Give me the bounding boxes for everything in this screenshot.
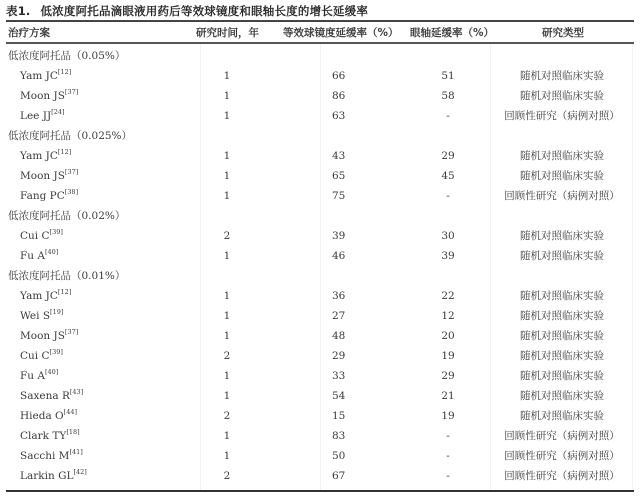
study-type-cell: 随机对照临床实验: [520, 230, 604, 242]
author-cell: [20, 346, 63, 366]
group-header-row: [0, 46, 640, 66]
al-cell: 29: [441, 370, 455, 382]
bottom-rule: [6, 490, 634, 492]
study-type-cell: 随机对照临床实验: [520, 390, 604, 402]
al-cell: -: [446, 430, 450, 442]
header-al: 眼轴延缓率（%）: [410, 27, 495, 39]
study-type-cell: 随机对照临床实验: [520, 250, 604, 262]
ser-cell: 66: [332, 70, 346, 82]
reference-citation: [24]: [51, 108, 65, 116]
table-row: [0, 86, 640, 106]
years-cell: 1: [223, 170, 231, 182]
ser-cell: 65: [332, 170, 346, 182]
table-row: [0, 466, 640, 486]
study-type-cell: 随机对照临床实验: [520, 290, 604, 302]
author-name: Moon JS: [20, 330, 65, 342]
years-cell: 1: [223, 310, 231, 322]
table-row: [0, 226, 640, 246]
table-row: [0, 106, 640, 126]
study-type-cell: 随机对照临床实验: [520, 370, 604, 382]
reference-citation: [40]: [44, 248, 59, 256]
al-cell: -: [446, 190, 450, 202]
table-row: [0, 366, 640, 386]
ser-cell: 29: [332, 350, 346, 362]
author-cell: [20, 426, 80, 446]
author-name: Lee JJ: [20, 110, 52, 122]
ser-cell: 86: [332, 90, 346, 102]
al-cell: 20: [441, 330, 455, 342]
reference-citation: [12]: [57, 288, 72, 296]
group-label: 低浓度阿托品（0.02%）: [8, 210, 126, 222]
header-years: 研究时间，年: [196, 27, 259, 39]
reference-citation: [37]: [64, 168, 79, 176]
al-cell: 51: [441, 70, 455, 82]
group-label: 低浓度阿托品（0.025%）: [8, 130, 133, 142]
reference-citation: [18]: [66, 428, 80, 436]
author-cell: [20, 466, 87, 486]
reference-citation: [37]: [64, 88, 79, 96]
years-cell: 1: [223, 390, 231, 402]
ser-cell: 27: [332, 310, 346, 322]
table-row: [0, 386, 640, 406]
author-name: Fang PC: [20, 190, 65, 202]
author-name: Yam JC: [20, 70, 58, 82]
author-cell: [20, 366, 58, 386]
group-header-row: [0, 266, 640, 286]
author-cell: [20, 306, 63, 326]
table-row: [0, 326, 640, 346]
author-name: Fu A: [20, 250, 45, 262]
table-title: 低浓度阿托品滴眼液用药后等效球镜度和眼轴长度的增长延缓率: [40, 4, 369, 18]
study-type-cell: 回顾性研究（病例对照）: [504, 110, 620, 122]
reference-citation: [39]: [49, 228, 63, 236]
author-cell: [20, 246, 58, 266]
author-name: Yam JC: [20, 150, 58, 162]
reference-citation: [37]: [64, 328, 79, 336]
author-cell: [20, 106, 65, 126]
al-cell: 12: [441, 310, 455, 322]
top-rule: [6, 20, 634, 22]
group-label: 低浓度阿托品（0.01%）: [8, 270, 126, 282]
group-header-row: [0, 126, 640, 146]
author-name: Fu A: [20, 370, 45, 382]
study-type-cell: 随机对照临床实验: [520, 410, 604, 422]
al-cell: 19: [441, 350, 455, 362]
ser-cell: 15: [332, 410, 346, 422]
reference-citation: [39]: [49, 348, 63, 356]
years-cell: 1: [223, 370, 231, 382]
table-row: [0, 286, 640, 306]
years-cell: 1: [223, 70, 231, 82]
al-cell: 45: [441, 170, 455, 182]
al-cell: -: [446, 470, 450, 482]
reference-citation: [12]: [57, 68, 72, 76]
reference-citation: [40]: [44, 368, 59, 376]
years-cell: 2: [223, 410, 231, 422]
years-cell: 2: [223, 230, 231, 242]
years-cell: 1: [223, 90, 231, 102]
table-row: [0, 246, 640, 266]
al-cell: 58: [441, 90, 455, 102]
author-name: Saxena R: [20, 390, 70, 402]
author-name: Moon JS: [20, 90, 65, 102]
study-type-cell: 随机对照临床实验: [520, 310, 604, 322]
al-cell: 30: [441, 230, 455, 242]
study-type-cell: 随机对照临床实验: [520, 150, 604, 162]
reference-citation: [42]: [73, 468, 87, 476]
years-cell: 1: [223, 150, 231, 162]
group-header-row: [0, 206, 640, 226]
header-treatment: 治疗方案: [8, 27, 50, 39]
table-row: [0, 306, 640, 326]
study-type-cell: 回顾性研究（病例对照）: [504, 470, 620, 482]
table-row: [0, 166, 640, 186]
study-type-cell: 随机对照临床实验: [520, 90, 604, 102]
author-name: Wei S: [20, 310, 51, 322]
author-cell: [20, 326, 78, 346]
ser-cell: 43: [332, 150, 346, 162]
author-cell: [20, 386, 83, 406]
ser-cell: 36: [332, 290, 346, 302]
author-cell: [20, 226, 63, 246]
table-caption: [6, 3, 368, 19]
study-type-cell: 回顾性研究（病例对照）: [504, 450, 620, 462]
years-cell: 1: [223, 330, 231, 342]
years-cell: 1: [223, 450, 231, 462]
ser-cell: 75: [332, 190, 346, 202]
table-row: [0, 186, 640, 206]
author-cell: [20, 446, 83, 466]
al-cell: 19: [441, 410, 455, 422]
ser-cell: 33: [332, 370, 346, 382]
al-cell: -: [446, 110, 450, 122]
author-name: Moon JS: [20, 170, 65, 182]
table-row: [0, 146, 640, 166]
ser-cell: 83: [332, 430, 346, 442]
years-cell: 1: [223, 430, 231, 442]
years-cell: 2: [223, 350, 231, 362]
author-cell: [20, 66, 71, 86]
ser-cell: 54: [332, 390, 346, 402]
author-name: Sacchi M: [20, 450, 70, 462]
ser-cell: 63: [332, 110, 346, 122]
author-cell: [20, 166, 78, 186]
author-name: Yam JC: [20, 290, 58, 302]
table-row: [0, 446, 640, 466]
reference-citation: [44]: [63, 408, 77, 416]
table-row: [0, 406, 640, 426]
header-ser: 等效球镜度延缓率（%）: [283, 27, 399, 39]
al-cell: 22: [441, 290, 455, 302]
ser-cell: 46: [332, 250, 346, 262]
study-type-cell: 随机对照临床实验: [520, 70, 604, 82]
header-type: 研究类型: [542, 27, 584, 39]
study-type-cell: 回顾性研究（病例对照）: [504, 430, 620, 442]
reference-citation: [43]: [69, 388, 84, 396]
reference-citation: [41]: [69, 448, 83, 456]
author-name: Hieda O: [20, 410, 64, 422]
author-cell: [20, 86, 78, 106]
reference-citation: [38]: [64, 188, 79, 196]
study-type-cell: 随机对照临床实验: [520, 350, 604, 362]
years-cell: 1: [223, 110, 231, 122]
ser-cell: 48: [332, 330, 346, 342]
al-cell: 21: [441, 390, 455, 402]
study-type-cell: 回顾性研究（病例对照）: [504, 190, 620, 202]
author-cell: [20, 286, 71, 306]
table-row: [0, 66, 640, 86]
author-cell: [20, 186, 78, 206]
ser-cell: 39: [332, 230, 346, 242]
table-number: 表1.: [6, 4, 31, 18]
table-row: [0, 346, 640, 366]
al-cell: 29: [441, 150, 455, 162]
years-cell: 1: [223, 250, 231, 262]
years-cell: 1: [223, 190, 231, 202]
author-cell: [20, 406, 77, 426]
study-type-cell: 随机对照临床实验: [520, 330, 604, 342]
reference-citation: [19]: [50, 308, 64, 316]
al-cell: 39: [441, 250, 455, 262]
author-name: Larkin GL: [20, 470, 74, 482]
ser-cell: 67: [332, 470, 346, 482]
table-row: [0, 426, 640, 446]
author-name: Cui C: [20, 350, 50, 362]
study-type-cell: 随机对照临床实验: [520, 170, 604, 182]
author-cell: [20, 146, 71, 166]
author-name: Cui C: [20, 230, 50, 242]
group-label: 低浓度阿托品（0.05%）: [8, 50, 126, 62]
reference-citation: [12]: [57, 148, 72, 156]
author-name: Clark TY: [20, 430, 67, 442]
years-cell: 1: [223, 290, 231, 302]
al-cell: -: [446, 450, 450, 462]
years-cell: 2: [223, 470, 231, 482]
ser-cell: 50: [332, 450, 346, 462]
